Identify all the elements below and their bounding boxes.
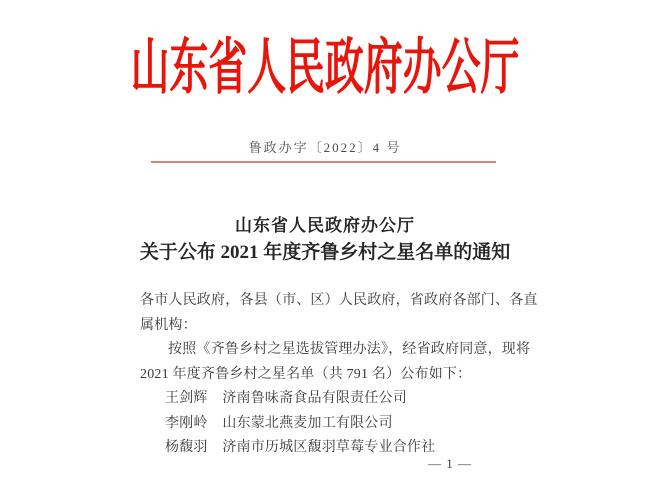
- document-body: [140, 289, 538, 461]
- document-number: 鲁政办字〔2022〕4 号: [248, 140, 402, 155]
- document-title-line2: 关于公布 2021 年度齐鲁乡村之星名单的通知: [139, 242, 511, 263]
- paragraph-line-1: 按照《齐鲁乡村之星选拔管理办法》，经省政府同意，现将: [168, 342, 531, 357]
- red-divider-rule: [151, 161, 496, 163]
- red-header-agency-name: [0, 20, 650, 101]
- salutation-line-2: 属机构：: [140, 317, 197, 333]
- awardee-company: 济南市历城区馥羽草莓专业合作社: [222, 440, 436, 455]
- list-item: [165, 412, 520, 437]
- awardee-name: 李刚岭: [165, 415, 208, 431]
- agency-name-text: 山东省人民政府办公厅: [130, 33, 520, 101]
- awardee-name: 杨馥羽: [165, 440, 208, 455]
- paragraph-line-2: 2021 年度齐鲁乡村之星名单（共 791 名）公布如下：: [140, 366, 472, 382]
- awardee-company: 山东蒙北燕麦加工有限公司: [222, 415, 393, 431]
- awardee-name: 王剑辉: [165, 391, 208, 406]
- salutation-line-1: 各市人民政府，各县（市、区）人民政府，省政府各部门、各直: [140, 293, 538, 308]
- document-title-line1: 山东省人民政府办公厅: [235, 216, 415, 235]
- awardee-company: 济南鲁味斋食品有限责任公司: [222, 391, 407, 406]
- list-item: [165, 387, 520, 412]
- page-number: — 1 —: [428, 456, 472, 471]
